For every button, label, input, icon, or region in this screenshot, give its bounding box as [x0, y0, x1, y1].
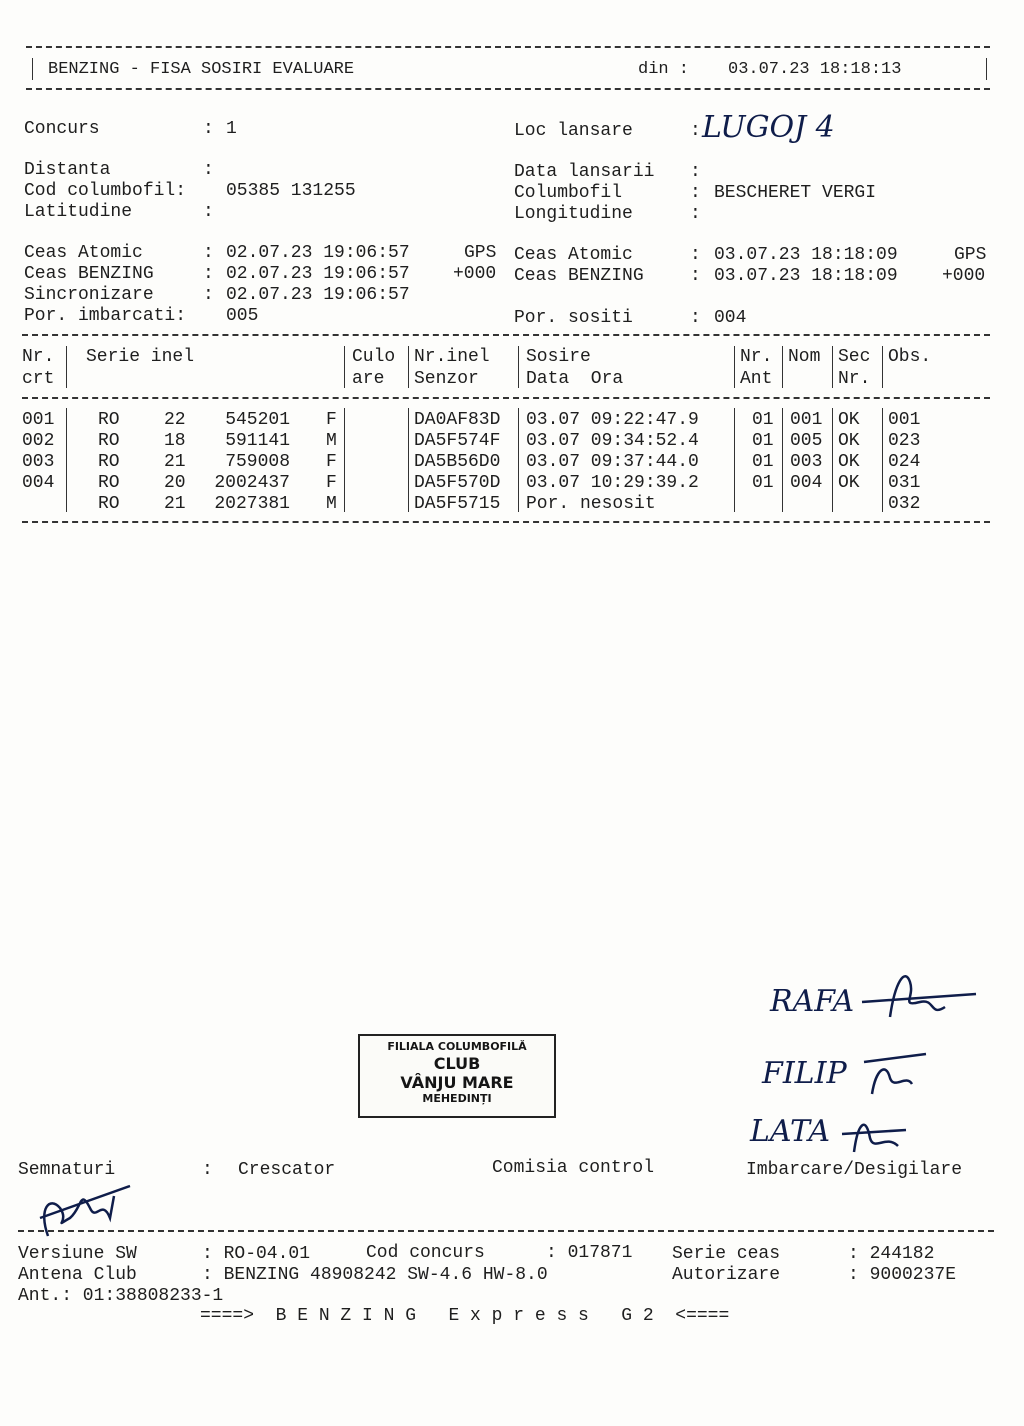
footer-rule	[18, 1230, 994, 1232]
ceas-atomic-left-label: Ceas Atomic	[24, 243, 143, 263]
comisia-control-label: Comisia control	[492, 1158, 655, 1178]
ceas-atomic-left-value: 02.07.23 19:06:57	[226, 243, 410, 263]
cell-sensor: DA5F5715	[414, 494, 501, 514]
table-header-rule	[22, 397, 990, 399]
columbofil-label: Columbofil	[514, 183, 623, 203]
cell-ant: 01	[752, 452, 774, 472]
th-nr-ant-2: Ant	[740, 369, 773, 389]
concurs-value: 1	[226, 119, 237, 139]
cell-year: 22	[164, 410, 186, 430]
concurs-label: Concurs	[24, 119, 100, 139]
cell-sec: OK	[838, 452, 860, 472]
col-sep-3-body	[408, 408, 409, 512]
th-serie-inel: Serie inel	[86, 347, 195, 367]
cell-country: RO	[98, 410, 120, 430]
col-sep-2-head	[344, 346, 345, 388]
cell-crt: 003	[22, 452, 55, 472]
cell-country: RO	[98, 431, 120, 451]
th-sosire-2: Data Ora	[526, 369, 624, 389]
signature-lata: LATA	[750, 1114, 830, 1149]
col-sep-1-body	[66, 408, 67, 512]
data-lansarii-sep: :	[690, 162, 701, 182]
cell-country: RO	[98, 494, 120, 514]
ceas-benzing-left-value: 02.07.23 19:06:57	[226, 264, 410, 284]
cell-sosire: 03.07 09:34:52.4	[526, 431, 699, 451]
por-sositi-label: Por. sositi	[514, 308, 633, 328]
ceas-atomic-left-suffix: GPS	[464, 243, 497, 263]
sincronizare-label: Sincronizare	[24, 285, 154, 305]
benzing-express-banner: ====> B E N Z I N G E x p r e s s G 2 <====	[200, 1306, 730, 1326]
stamp-line-4: MEHEDINȚI	[422, 1092, 492, 1105]
header-top-rule	[26, 46, 990, 48]
loc-lansare-sep: :	[690, 121, 701, 141]
report-date-label: din :	[638, 60, 690, 79]
imbarcare-desigilare-label: Imbarcare/Desigilare	[746, 1160, 963, 1180]
cell-ring: 545201	[225, 410, 290, 430]
cell-year: 21	[164, 494, 186, 514]
signature-filip-scribble	[862, 1044, 932, 1104]
autorizare-value: : 9000237E	[848, 1265, 957, 1285]
cod-concurs-label: Cod concurs	[366, 1243, 485, 1263]
cell-obs: 031	[888, 473, 921, 493]
signature-rafa: RAFA	[770, 984, 855, 1019]
cell-year: 21	[164, 452, 186, 472]
header-left-bar	[32, 58, 33, 80]
por-sositi-value: 004	[714, 308, 747, 328]
ceas-benzing-right-sep: :	[690, 266, 701, 286]
longitudine-sep: :	[690, 204, 701, 224]
cell-sex: M	[326, 494, 337, 514]
columbofil-sep: :	[690, 183, 701, 203]
antena-label: Antena Club	[18, 1265, 137, 1285]
cell-ant: 01	[752, 431, 774, 451]
cell-ant: 01	[752, 473, 774, 493]
cell-sex: F	[326, 410, 337, 430]
th-nr-crt-1: Nr.	[22, 347, 55, 367]
semnaturi-sep: :	[202, 1160, 213, 1180]
cell-sosire: 03.07 10:29:39.2	[526, 473, 699, 493]
cell-sosire: Por. nesosit	[526, 494, 656, 514]
ceas-benzing-left-suffix: +000	[453, 264, 497, 284]
cell-sensor: DA0AF83D	[414, 410, 501, 430]
cell-ring: 2002437	[214, 473, 290, 493]
th-culoare-2: are	[352, 369, 385, 389]
cell-obs: 024	[888, 452, 921, 472]
cod-columbofil-value: 05385 131255	[226, 181, 356, 201]
cell-sensor: DA5F570D	[414, 473, 501, 493]
th-nr-crt-2: crt	[22, 369, 55, 389]
ceas-atomic-right-value: 03.07.23 18:18:09	[714, 245, 898, 265]
cell-obs: 023	[888, 431, 921, 451]
th-nr-inel-1: Nr.inel	[414, 347, 490, 367]
th-obs: Obs.	[888, 347, 932, 367]
data-lansarii-label: Data lansarii	[514, 162, 655, 182]
report-title: BENZING - FISA SOSIRI EVALUARE	[48, 60, 355, 79]
crescator-label: Crescator	[238, 1160, 336, 1180]
cell-obs: 001	[888, 410, 921, 430]
club-stamp	[358, 1034, 556, 1118]
por-imbarcati-value: 005	[226, 306, 259, 326]
col-sep-1-head	[66, 346, 67, 388]
col-sep-8-body	[882, 408, 883, 512]
latitudine-sep: :	[203, 202, 214, 222]
header-bottom-rule	[26, 88, 990, 90]
serie-ceas-value: : 244182	[848, 1244, 935, 1264]
semnaturi-label: Semnaturi	[18, 1160, 116, 1180]
th-nr-ant-1: Nr.	[740, 347, 773, 367]
latitudine-label: Latitudine	[24, 202, 133, 222]
col-sep-5-head	[734, 346, 735, 388]
distanta-sep: :	[203, 160, 214, 180]
loc-lansare-handwritten: LUGOJ 4	[702, 110, 835, 145]
stamp-line-2: CLUB	[433, 1054, 481, 1073]
cell-ant: 01	[752, 410, 774, 430]
cell-nom: 005	[790, 431, 823, 451]
col-sep-7-head	[832, 346, 833, 388]
cell-sosire: 03.07 09:22:47.9	[526, 410, 699, 430]
th-nom: Nom	[788, 347, 821, 367]
cod-columbofil-label: Cod columbofil:	[24, 181, 187, 201]
autorizare-label: Autorizare	[672, 1265, 781, 1285]
ceas-benzing-left-sep: :	[203, 264, 214, 284]
ceas-atomic-left-sep: :	[203, 243, 214, 263]
loc-lansare-label: Loc lansare	[514, 121, 633, 141]
th-culoare-1: Culo	[352, 347, 396, 367]
cell-country: RO	[98, 473, 120, 493]
report-date-value: 03.07.23 18:18:13	[728, 60, 902, 79]
ceas-benzing-right-label: Ceas BENZING	[514, 266, 644, 286]
col-sep-6-head	[782, 346, 783, 388]
th-sec-1: Sec	[838, 347, 871, 367]
ceas-atomic-right-suffix: GPS	[954, 245, 987, 265]
cell-sex: F	[326, 473, 337, 493]
col-sep-2-body	[344, 408, 345, 512]
cell-sosire: 03.07 09:37:44.0	[526, 452, 699, 472]
ceas-atomic-right-label: Ceas Atomic	[514, 245, 633, 265]
serie-ceas-label: Serie ceas	[672, 1244, 781, 1264]
cell-nom: 001	[790, 410, 823, 430]
col-sep-4-head	[518, 346, 519, 388]
ceas-benzing-left-label: Ceas BENZING	[24, 264, 154, 284]
antena-value: : BENZING 48908242 SW-4.6 HW-8.0	[202, 1265, 548, 1285]
concurs-sep: :	[203, 119, 214, 139]
table-bottom-rule	[22, 521, 990, 523]
col-sep-7-body	[832, 408, 833, 512]
cell-ring: 759008	[225, 452, 290, 472]
por-sositi-sep: :	[690, 308, 701, 328]
longitudine-label: Longitudine	[514, 204, 633, 224]
ceas-atomic-right-sep: :	[690, 245, 701, 265]
stamp-line-3: VÂNJU MARE	[400, 1073, 514, 1092]
cell-crt: 004	[22, 473, 55, 493]
col-sep-5-body	[734, 408, 735, 512]
cell-sensor: DA5F574F	[414, 431, 501, 451]
cell-obs: 032	[888, 494, 921, 514]
col-sep-8-head	[882, 346, 883, 388]
cell-year: 18	[164, 431, 186, 451]
cell-nom: 003	[790, 452, 823, 472]
col-sep-3-head	[408, 346, 409, 388]
cell-crt: 001	[22, 410, 55, 430]
sincronizare-sep: :	[203, 285, 214, 305]
cell-sec: OK	[838, 473, 860, 493]
signature-filip: FILIP	[762, 1056, 847, 1091]
cell-sensor: DA5B56D0	[414, 452, 501, 472]
th-sosire-1: Sosire	[526, 347, 591, 367]
por-imbarcati-label: Por. imbarcati:	[24, 306, 187, 326]
signature-lata-scribble	[840, 1112, 910, 1158]
table-top-rule	[22, 334, 990, 336]
distanta-label: Distanta	[24, 160, 111, 180]
col-sep-4-body	[518, 408, 519, 512]
signature-rafa-scribble	[860, 962, 980, 1032]
ant-line: Ant.: 01:38808233-1	[18, 1286, 224, 1306]
ceas-benzing-right-value: 03.07.23 18:18:09	[714, 266, 898, 286]
stamp-line-1: FILIALA COLUMBOFILĂ	[387, 1040, 527, 1053]
cell-nom: 004	[790, 473, 823, 493]
cell-sec: OK	[838, 431, 860, 451]
cell-country: RO	[98, 452, 120, 472]
cell-ring: 2027381	[214, 494, 290, 514]
versiune-value: : RO-04.01	[202, 1244, 311, 1264]
sincronizare-value: 02.07.23 19:06:57	[226, 285, 410, 305]
versiune-label: Versiune SW	[18, 1244, 137, 1264]
cell-ring: 591141	[225, 431, 290, 451]
cell-crt: 002	[22, 431, 55, 451]
cell-sec: OK	[838, 410, 860, 430]
cod-concurs-value: : 017871	[546, 1243, 633, 1263]
cell-year: 20	[164, 473, 186, 493]
ceas-benzing-right-suffix: +000	[942, 266, 986, 286]
th-sec-2: Nr.	[838, 369, 871, 389]
th-nr-inel-2: Senzor	[414, 369, 479, 389]
col-sep-6-body	[782, 408, 783, 512]
header-right-bar	[986, 58, 987, 80]
cell-sex: M	[326, 431, 337, 451]
columbofil-value: BESCHERET VERGI	[714, 183, 877, 203]
cell-sex: F	[326, 452, 337, 472]
